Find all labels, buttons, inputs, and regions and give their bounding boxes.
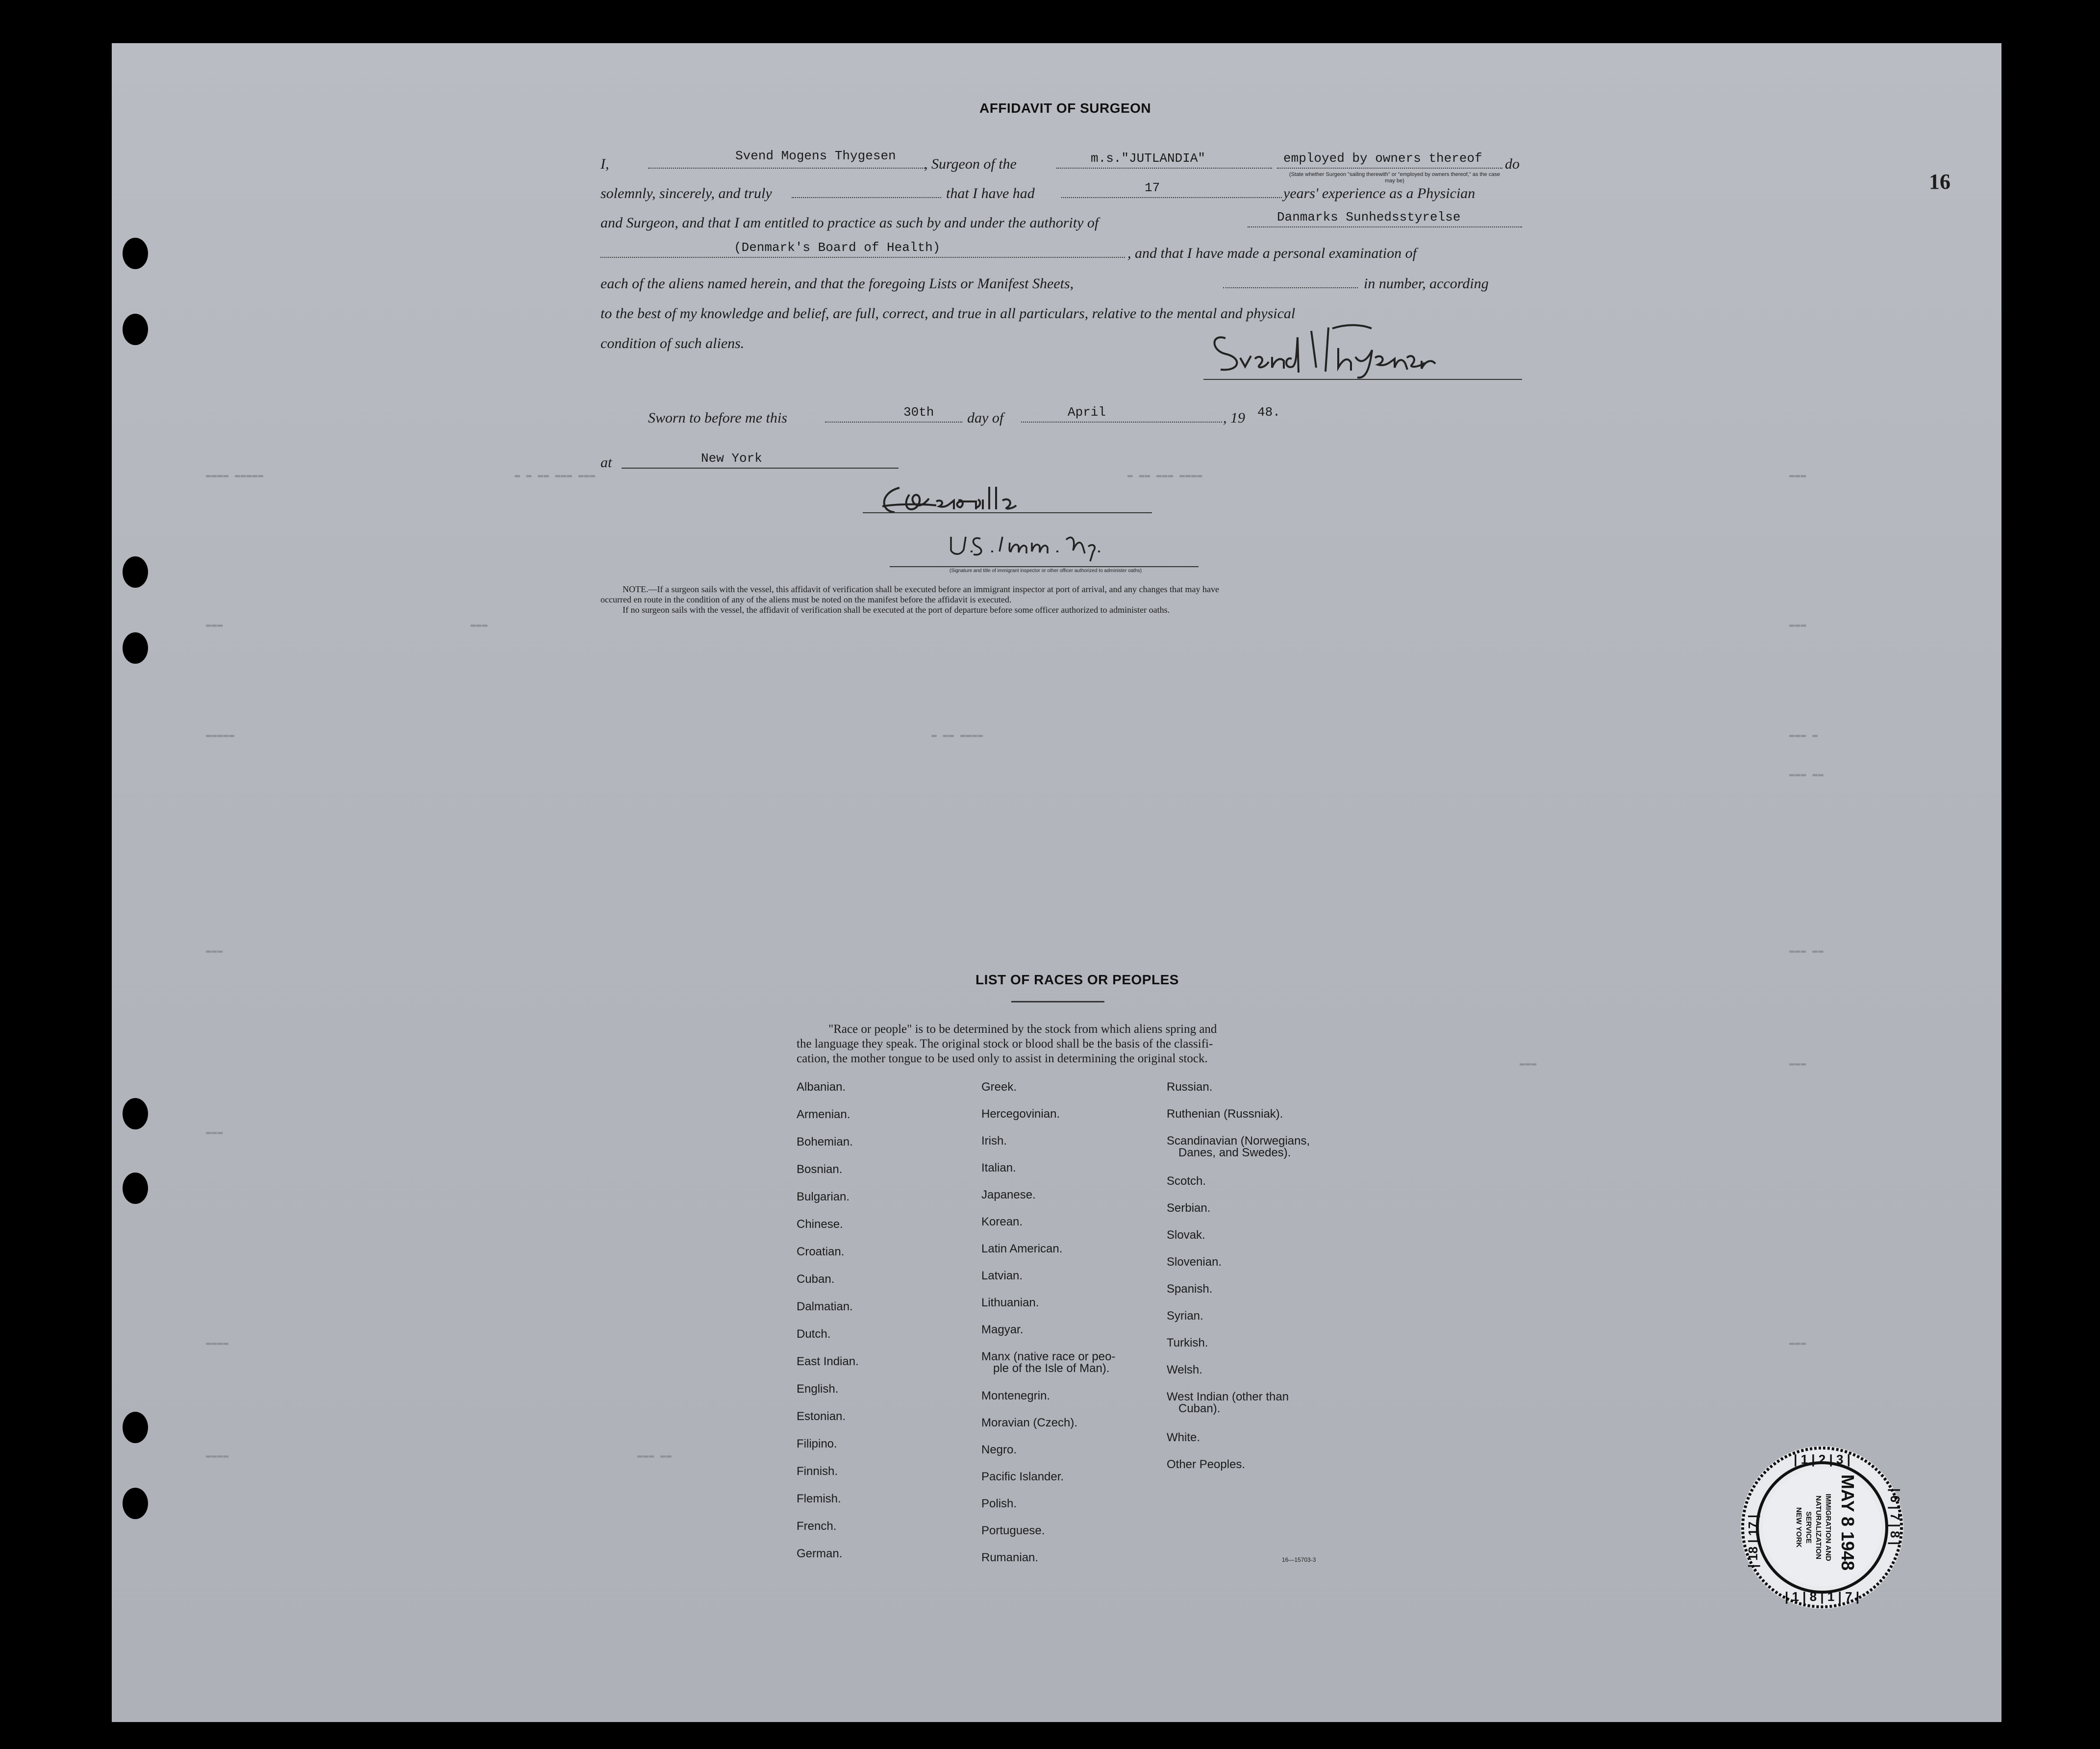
race-item: Latin American.	[981, 1242, 1063, 1255]
race-item: Chinese.	[797, 1218, 843, 1231]
sworn-at-label: at	[600, 454, 612, 471]
affidavit-text: in number, according	[1364, 275, 1489, 292]
race-item: Greek.	[981, 1080, 1017, 1094]
stamp-date: MAY 8 1948	[1838, 1474, 1858, 1571]
race-item: Filipino.	[797, 1437, 837, 1450]
note-line: If no surgeon sails with the vessel, the affidavit of verification shall be executed at the port of departure before some officer authorized to administer oaths.	[623, 605, 1170, 615]
affidavit-text: , Surgeon of the	[924, 156, 1017, 172]
punch-hole	[123, 632, 148, 664]
race-item: Armenian.	[797, 1108, 850, 1121]
race-item: Bohemian.	[797, 1135, 853, 1149]
affidavit-text: do	[1505, 156, 1520, 172]
surgeon-name-line	[648, 168, 926, 169]
punch-hole	[123, 1488, 148, 1519]
authority-line	[1248, 226, 1522, 227]
race-item: Danes, and Swedes).	[1178, 1146, 1291, 1159]
sheets-count-line	[1223, 287, 1358, 288]
race-item: ple of the Isle of Man).	[993, 1362, 1110, 1375]
race-item: English.	[797, 1382, 839, 1396]
race-item: Syrian.	[1167, 1309, 1203, 1323]
sworn-place: New York	[701, 451, 762, 466]
years-experience: 17	[1145, 180, 1160, 195]
punch-hole	[123, 314, 148, 345]
punch-hole	[123, 556, 148, 588]
punch-hole	[123, 1098, 148, 1129]
race-item: Turkish.	[1167, 1336, 1208, 1349]
race-item: Manx (native race or peo-	[981, 1350, 1116, 1363]
affidavit-text: that I have had	[946, 185, 1035, 201]
sworn-month-line	[1021, 422, 1222, 423]
race-item: Japanese.	[981, 1188, 1036, 1201]
race-item: Croatian.	[797, 1245, 845, 1258]
race-item: Other Peoples.	[1167, 1458, 1246, 1471]
svg-text:SERVICE: SERVICE	[1804, 1511, 1813, 1544]
race-item: Montenegrin.	[981, 1389, 1050, 1402]
affidavit-text: years' experience as a Physician	[1283, 185, 1475, 201]
race-item: Rumanian.	[981, 1551, 1039, 1564]
affidavit-title: AFFIDAVIT OF SURGEON	[979, 100, 1151, 116]
race-item: Finnish.	[797, 1465, 838, 1478]
place-line	[622, 468, 899, 469]
employment-status: employed by owners thereof	[1283, 151, 1482, 166]
race-item: German.	[797, 1547, 843, 1560]
race-item: French.	[797, 1520, 837, 1533]
race-item: Dalmatian.	[797, 1300, 853, 1313]
sworn-text: Sworn to before me this	[648, 410, 787, 426]
race-item: Latvian.	[981, 1269, 1023, 1282]
svg-text:IMMIGRATION AND: IMMIGRATION AND	[1824, 1494, 1832, 1561]
affidavit-text: condition of such aliens.	[600, 335, 745, 351]
race-item: Dutch.	[797, 1327, 831, 1341]
affidavit-text: , and that I have made a personal examination of	[1127, 245, 1417, 261]
affidavit-text: solemnly, sincerely, and truly	[600, 185, 772, 201]
race-item: Slovak.	[1167, 1228, 1205, 1242]
employment-line	[1277, 168, 1502, 169]
vessel-name: m.s."JUTLANDIA"	[1091, 151, 1206, 166]
race-item: Estonian.	[797, 1410, 846, 1423]
blank-line	[792, 197, 941, 198]
races-intro-line: cation, the mother tongue to be used only to assist in determining the original stock.	[797, 1052, 1208, 1065]
affidavit-text: to the best of my knowledge and belief, are full, correct, and true in all particulars, relative to the mental and physical	[600, 305, 1296, 322]
race-item: Slovenian.	[1167, 1255, 1222, 1269]
sworn-day: 30th	[903, 405, 934, 420]
svg-text:NEW YORK: NEW YORK	[1795, 1507, 1803, 1548]
race-item: Serbian.	[1167, 1201, 1211, 1215]
race-item: Scandinavian (Norwegians,	[1167, 1134, 1310, 1148]
vessel-line	[1056, 168, 1272, 169]
svg-text:| 1 | 2 | 3 |: | 1 | 2 | 3 |	[1794, 1452, 1850, 1467]
race-item: Scotch.	[1167, 1174, 1206, 1188]
surgeon-signature-line	[1203, 379, 1522, 380]
date-stamp	[1738, 1443, 1906, 1612]
note-line: occurred en route in the condition of any of the aliens must be noted on the manifest before the affidavit is executed.	[600, 595, 1012, 604]
race-item: White.	[1167, 1431, 1200, 1444]
race-item: East Indian.	[797, 1355, 859, 1368]
authority-english: (Denmark's Board of Health)	[734, 240, 941, 255]
surgeon-name: Svend Mogens Thygesen	[735, 149, 896, 163]
race-item: Pacific Islander.	[981, 1470, 1064, 1483]
race-item: West Indian (other than	[1167, 1390, 1289, 1403]
note-line: NOTE.—If a surgeon sails with the vessel, this affidavit of verification shall be executed before an immigrant inspector at port of arrival, and any changes that may have	[623, 584, 1219, 594]
surgeon-signature	[1206, 319, 1534, 382]
race-item: Lithuanian.	[981, 1296, 1039, 1309]
race-item: Russian.	[1167, 1080, 1213, 1094]
page-number: 16	[1929, 170, 1950, 194]
employment-note: (State whether Surgeon "sailing therewith" or "employed by owners thereof," as the case may be)	[1289, 172, 1500, 184]
race-item: Bulgarian.	[797, 1190, 850, 1203]
race-item: Albanian.	[797, 1080, 846, 1094]
races-intro-line: the language they speak. The original stock or blood shall be the basis of the classifi-	[797, 1037, 1213, 1050]
punch-hole	[123, 1412, 148, 1443]
affidavit-text: I,	[600, 156, 609, 172]
races-title-rule	[1011, 1001, 1104, 1002]
race-item: Ruthenian (Russniak).	[1167, 1107, 1283, 1121]
sworn-day-line	[825, 422, 962, 423]
races-intro-line: "Race or people" is to be determined by the stock from which aliens spring and	[828, 1023, 1217, 1036]
race-item: Moravian (Czech).	[981, 1416, 1078, 1429]
race-item: Irish.	[981, 1134, 1007, 1148]
form-number: 16—15703-3	[1282, 1556, 1316, 1563]
race-item: Flemish.	[797, 1492, 841, 1505]
race-item: Korean.	[981, 1215, 1023, 1228]
svg-text:| 6 | 7 | 8 |: | 6 | 7 | 8 |	[1888, 1488, 1902, 1545]
race-item: Italian.	[981, 1161, 1016, 1174]
race-item: Portuguese.	[981, 1524, 1045, 1537]
race-item: Welsh.	[1167, 1363, 1202, 1376]
affidavit-text: each of the aliens named herein, and that the foregoing Lists or Manifest Sheets,	[600, 275, 1074, 292]
svg-text:NATURALIZATION: NATURALIZATION	[1814, 1495, 1823, 1560]
sworn-text: , 19	[1223, 410, 1245, 426]
svg-text:| 1 | 8 | 1 | 7 |: | 1 | 8 | 1 | 7 |	[1784, 1589, 1860, 1604]
race-item: Hercegovinian.	[981, 1107, 1060, 1121]
officer-signature	[863, 478, 1157, 566]
sworn-month: April	[1068, 405, 1106, 420]
affidavit-text: and Surgeon, and that I am entitled to practice as such by and under the authority of	[600, 215, 1099, 231]
punch-hole	[123, 238, 148, 269]
svg-text:| 18 | 17 |: | 18 | 17 |	[1746, 1514, 1760, 1568]
officer-signature-line-1	[863, 512, 1152, 513]
sworn-text: day of	[967, 410, 1004, 426]
race-item: Magyar.	[981, 1323, 1024, 1336]
authority-english-line	[600, 257, 1125, 258]
race-item: Negro.	[981, 1443, 1017, 1456]
race-item: Cuban).	[1178, 1402, 1221, 1415]
punch-hole	[123, 1173, 148, 1204]
years-line	[1061, 197, 1282, 198]
officer-signature-line-2	[890, 566, 1199, 567]
sworn-year: 48.	[1257, 405, 1280, 420]
authority-name: Danmarks Sunhedsstyrelse	[1277, 210, 1461, 225]
officer-caption: (Signature and title of immigrant inspector or other officer authorized to administer oaths)	[949, 568, 1142, 574]
race-item: Spanish.	[1167, 1282, 1213, 1296]
race-item: Cuban.	[797, 1273, 835, 1286]
race-item: Polish.	[981, 1497, 1017, 1510]
races-title: LIST OF RACES OR PEOPLES	[975, 972, 1179, 987]
race-item: Bosnian.	[797, 1163, 843, 1176]
